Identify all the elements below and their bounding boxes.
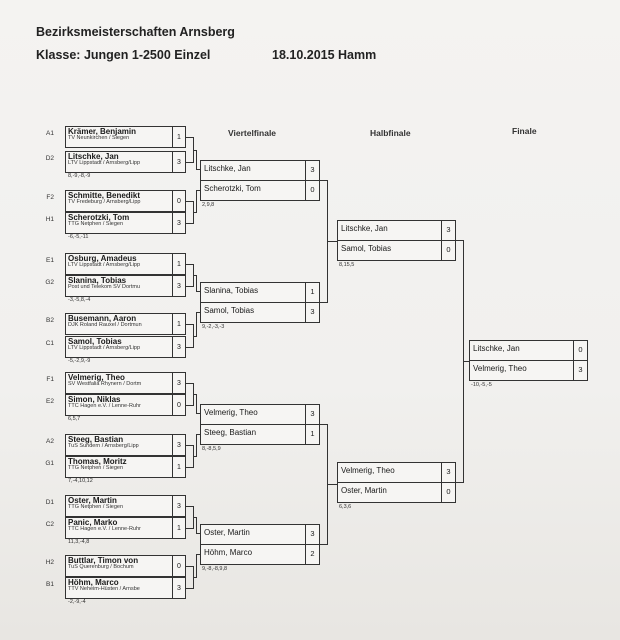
player-score: 3 — [172, 213, 185, 233]
bracket-line — [196, 190, 197, 213]
player-name: Velmerig, Theo — [68, 373, 125, 382]
player-score: 3 — [305, 161, 319, 180]
seed-label: B2 — [46, 317, 54, 324]
match-result: -5,-2,9,-9 — [68, 358, 91, 364]
player-club: TuS Querenburg / Bochum — [68, 564, 134, 570]
player-club: TV Neunkirchen / Siegen — [68, 135, 130, 141]
player-name: Oster, Martin — [204, 528, 250, 537]
seed-label: E1 — [46, 257, 54, 264]
player-score: 1 — [305, 425, 319, 444]
player-name: Litschke, Jan — [341, 224, 388, 233]
player-score: 3 — [172, 337, 185, 357]
seed-label: A1 — [46, 130, 54, 137]
seed-label: B1 — [46, 581, 54, 588]
player-name: Panic, Marko — [68, 518, 118, 527]
match-bottom — [200, 180, 320, 201]
player-name: Slanina, Tobias — [204, 286, 259, 295]
bracket-line — [463, 361, 469, 362]
player-name: Höhm, Marco — [68, 578, 119, 587]
seed-label: F1 — [46, 376, 54, 383]
player-name: Scherotzki, Tom — [68, 213, 130, 222]
player-score: 3 — [172, 496, 185, 516]
bracket-line — [196, 312, 197, 337]
player-name: Steeg, Bastian — [204, 428, 257, 437]
bracket-line — [327, 484, 337, 485]
match-result: 11,3,-4,8 — [68, 539, 90, 545]
player-score: 0 — [305, 181, 319, 200]
seed-label: F2 — [46, 194, 54, 201]
player-name: Litschke, Jan — [68, 152, 119, 161]
seed-label: C2 — [45, 521, 54, 528]
player-score: 1 — [305, 283, 319, 302]
bracket-line — [196, 394, 197, 414]
match-result: -6,-5,-11 — [68, 234, 89, 240]
match-bottom — [200, 424, 320, 445]
player-score: 3 — [441, 221, 455, 240]
seed-label: D1 — [45, 499, 54, 506]
player-entry — [65, 151, 186, 173]
class-label: Klasse: Jungen 1-2500 Einzel — [36, 48, 211, 62]
bracket-line — [196, 434, 197, 457]
player-entry — [65, 212, 186, 234]
match-result: 7,-4,10,12 — [68, 478, 93, 484]
match-result: -10,-5,-5 — [471, 382, 492, 388]
player-name: Samol, Tobias — [68, 337, 122, 346]
player-entry — [65, 555, 186, 577]
seed-label: A2 — [46, 438, 54, 445]
player-score: 0 — [172, 191, 185, 211]
match-bottom — [337, 482, 456, 503]
player-entry — [65, 275, 186, 297]
player-name: Schmitte, Benedikt — [68, 191, 141, 200]
player-entry — [65, 394, 186, 416]
player-entry — [65, 313, 186, 335]
player-club: LTV Lippstadt / Arnsberg/Lipp — [68, 345, 141, 351]
player-score: 0 — [441, 483, 455, 502]
bracket-line — [196, 517, 197, 534]
player-name: Litschke, Jan — [204, 164, 251, 173]
player-name: Oster, Martin — [68, 496, 117, 505]
player-name: Velmerig, Theo — [341, 466, 395, 475]
match-result: 8,-8,5,9 — [202, 446, 221, 452]
bracket-line — [196, 150, 197, 170]
match-result: 8,15,5 — [339, 262, 355, 268]
player-club: Post und Telekom SV Dortmu — [68, 284, 141, 290]
player-entry — [65, 456, 186, 478]
player-score: 3 — [172, 373, 185, 393]
player-score: 1 — [172, 127, 185, 147]
player-score: 3 — [172, 578, 185, 598]
player-score: 1 — [172, 457, 185, 477]
match-result: 6,3,6 — [339, 504, 352, 510]
round-header-semi: Halbfinale — [370, 128, 411, 138]
page-title: Bezirksmeisterschaften Arnsberg — [36, 25, 235, 39]
player-score: 3 — [305, 303, 319, 322]
player-name: Steeg, Bastian — [68, 435, 124, 444]
player-entry — [65, 253, 186, 275]
player-name: Velmerig, Theo — [473, 364, 527, 373]
player-club: LTV Lippstadt / Arnsberg/Lipp — [68, 160, 141, 166]
player-score: 0 — [573, 341, 587, 360]
bracket-line — [327, 241, 337, 242]
player-name: Oster, Martin — [341, 486, 387, 495]
match-top — [200, 282, 320, 303]
player-score: 0 — [441, 241, 455, 260]
player-club: TTG Netphen / Siegen — [68, 465, 124, 471]
player-name: Thomas, Moritz — [68, 457, 127, 466]
player-score: 0 — [172, 556, 185, 576]
match-result: 9,-2,-3,-3 — [202, 324, 225, 330]
player-name: Osburg, Amadeus — [68, 254, 137, 263]
match-result: -3,-5,8,-4 — [68, 297, 91, 303]
seed-label: E2 — [46, 398, 54, 405]
match-top — [469, 340, 588, 361]
date-place: 18.10.2015 Hamm — [272, 48, 377, 62]
player-club: TTG Netphen / Siegen — [68, 221, 124, 227]
player-score: 1 — [172, 254, 185, 274]
player-entry — [65, 517, 186, 539]
player-entry — [65, 434, 186, 456]
match-result: -2,-9,-4 — [68, 599, 86, 605]
player-club: DJK Roland Rauxel / Dortmun — [68, 322, 142, 328]
seed-label: D2 — [45, 155, 54, 162]
player-score: 0 — [172, 395, 185, 415]
player-name: Krämer, Benjamin — [68, 127, 137, 136]
match-top — [200, 160, 320, 181]
player-score: 3 — [172, 435, 185, 455]
player-score: 1 — [172, 518, 185, 538]
match-top — [337, 462, 456, 483]
player-club: TTV Neheim-Hüsten / Arnsbe — [68, 586, 140, 592]
player-name: Velmerig, Theo — [204, 408, 258, 417]
match-bottom — [200, 302, 320, 323]
player-name: Höhm, Marco — [204, 548, 253, 557]
match-result: 2,9,8 — [202, 202, 215, 208]
player-score: 3 — [441, 463, 455, 482]
player-club: TTG Netphen / Siegen — [68, 504, 124, 510]
player-entry — [65, 126, 186, 148]
player-score: 3 — [305, 405, 319, 424]
match-result: 6,5,7 — [68, 416, 81, 422]
match-result: 9,-8,-8,9,8 — [202, 566, 228, 572]
player-club: SV Westfalia Rhynern / Dortm — [68, 381, 142, 387]
player-name: Litschke, Jan — [473, 344, 520, 353]
player-name: Buttlar, Timon von — [68, 556, 139, 565]
player-club: TuS Sundern / Arnsberg/Lipp — [68, 443, 139, 449]
player-entry — [65, 190, 186, 212]
match-bottom — [337, 240, 456, 261]
player-name: Simon, Niklas — [68, 395, 121, 404]
player-name: Samol, Tobias — [341, 244, 392, 253]
player-score: 3 — [172, 276, 185, 296]
player-entry — [65, 577, 186, 599]
player-score: 1 — [172, 314, 185, 334]
player-name: Samol, Tobias — [204, 306, 255, 315]
player-name: Busemann, Aaron — [68, 314, 137, 323]
seed-label: H2 — [45, 559, 54, 566]
match-top — [200, 404, 320, 425]
player-entry — [65, 495, 186, 517]
seed-label: G2 — [45, 279, 54, 286]
round-header-quarter: Viertelfinale — [228, 128, 277, 138]
seed-label: G1 — [45, 460, 54, 467]
seed-label: C1 — [45, 340, 54, 347]
player-club: TV Fredeburg / Arnsberg/Lipp — [68, 199, 141, 205]
round-header-final: Finale — [512, 126, 537, 136]
match-bottom — [469, 360, 588, 381]
player-score: 3 — [305, 525, 319, 544]
seed-label: H1 — [45, 216, 54, 223]
player-entry — [65, 372, 186, 394]
player-score: 3 — [172, 152, 185, 172]
player-club: LTV Lippstadt / Arnsberg/Lipp — [68, 262, 141, 268]
match-bottom — [200, 544, 320, 565]
match-top — [200, 524, 320, 545]
bracket-line — [196, 554, 197, 578]
player-score: 2 — [305, 545, 319, 564]
player-name: Slanina, Tobias — [68, 276, 127, 285]
match-result: 8,-9,-8,-9 — [68, 173, 91, 179]
match-top — [337, 220, 456, 241]
player-name: Scherotzki, Tom — [204, 184, 261, 193]
player-score: 3 — [573, 361, 587, 380]
player-club: TTC Hagen e.V. / Lenne-Ruhr — [68, 526, 141, 532]
player-club: TTC Hagen e.V. / Lenne-Ruhr — [68, 403, 141, 409]
bracket-line — [196, 275, 197, 292]
player-entry — [65, 336, 186, 358]
